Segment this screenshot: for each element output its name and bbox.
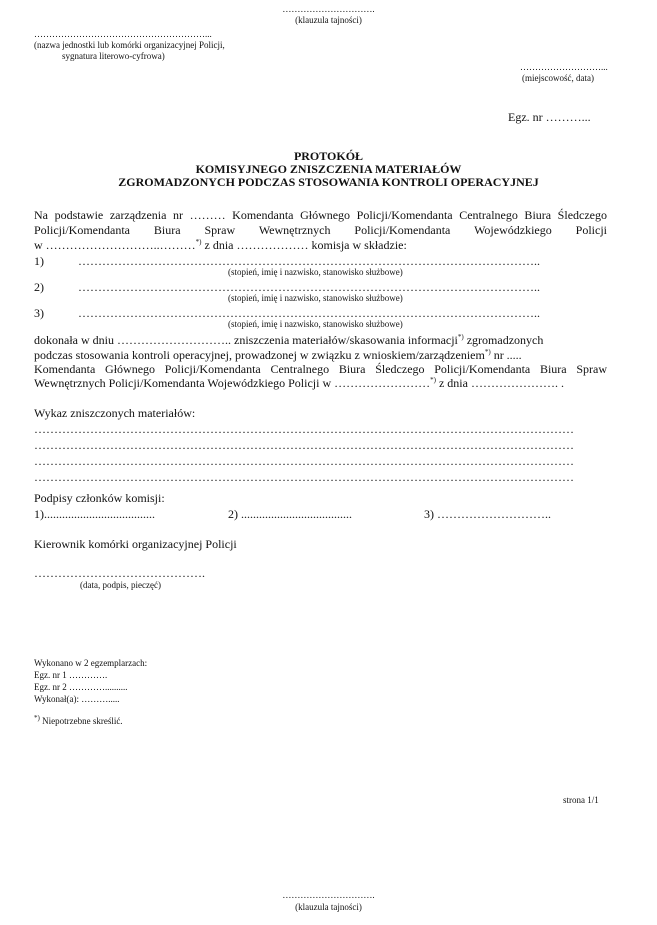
head-of-unit-dots: …………………………………….	[34, 566, 205, 580]
copy-2: Egz. nr 2 …………..........	[34, 682, 128, 692]
signature-3: 3) ………………………..	[424, 507, 551, 521]
member-3-caption: (stopień, imię i nazwisko, stanowisko służbowe)	[228, 319, 403, 329]
executed-by: Wykonał(a): ……….....	[34, 694, 120, 704]
page-number: strona 1/1	[563, 795, 599, 805]
member-1-caption: (stopień, imię i nazwisko, stanowisko służbowe)	[228, 267, 403, 277]
copies-made: Wykonano w 2 egzemplarzach:	[34, 658, 148, 668]
intro-line-2: Policji/Komendanta Biura Spraw Wewnętrznych Policji/Komendanta Wojewódzkiego Policji	[34, 223, 607, 237]
materials-row-3: ………………………………………………………………………………………………………………………	[34, 454, 574, 468]
document-subtitle-2: ZGROMADZONYCH PODCZAS STOSOWANIA KONTROLI OPERACYJNEJ	[118, 175, 539, 189]
document-subtitle-1: KOMISYJNEGO ZNISZCZENIA MATERIAŁÓW	[195, 162, 462, 176]
place-date-label: (miejscowość, data)	[522, 73, 594, 83]
place-date-dots: ………………………...	[520, 62, 608, 72]
signatures-heading: Podpisy członków komisji:	[34, 491, 165, 505]
action-line-3: Komendanta Głównego Policji/Komendanta Centralnego Biura Śledczego Policji/Komendanta Biura Spraw	[34, 362, 607, 376]
classification-dots-top: ………………………….	[282, 4, 375, 14]
materials-row-1: ………………………………………………………………………………………………………………………	[34, 422, 574, 436]
action-line-1: dokonała w dniu ……………………….. zniszczenia materiałów/skasowania informacji*) zgromadzonych	[34, 333, 544, 347]
head-of-unit-label: Kierownik komórki organizacyjnej Policji	[34, 537, 237, 551]
member-2-number: 2)	[34, 280, 44, 294]
unit-signature-label: sygnatura literowo-cyfrowa)	[62, 51, 165, 61]
head-of-unit-caption: (data, podpis, pieczęć)	[80, 580, 161, 590]
unit-name-label: (nazwa jednostki lub komórki organizacyjnej Policji,	[34, 40, 225, 50]
member-2-caption: (stopień, imię i nazwisko, stanowisko służbowe)	[228, 293, 403, 303]
classification-label-top: (klauzula tajności)	[295, 15, 362, 25]
materials-heading: Wykaz zniszczonych materiałów:	[34, 406, 196, 420]
intro-line-3: w ………………………..………*) z dnia ……………… komisja w składzie:	[34, 238, 407, 252]
unit-name-dots: …………………………………………………...	[34, 29, 212, 39]
action-line-2: podczas stosowania kontroli operacyjnej, prowadzonej w związku z wnioskiem/zarządzeniem*) nr .....	[34, 348, 522, 362]
member-1-number: 1)	[34, 254, 44, 268]
action-line-4: Wewnętrznych Policji/Komendanta Wojewódzkiego Policji w ……………………*) z dnia …………………. .	[34, 376, 564, 390]
materials-row-2: ………………………………………………………………………………………………………………………	[34, 438, 574, 452]
member-3-number: 3)	[34, 306, 44, 320]
document-title: PROTOKÓŁ	[293, 149, 364, 163]
classification-label-bottom: (klauzula tajności)	[295, 902, 362, 912]
classification-dots-bottom: ………………………….	[282, 890, 375, 900]
member-1-field: ……………………………………………………………………………………………………..	[78, 254, 540, 268]
intro-line-1: Na podstawie zarządzenia nr ……… Komendanta Głównego Policji/Komendanta Centralnego Biura Śledczego	[34, 208, 607, 222]
signature-1: 1).....................................	[34, 507, 155, 521]
copy-1: Egz. nr 1 ………….	[34, 670, 108, 680]
materials-row-4: ………………………………………………………………………………………………………………………	[34, 470, 574, 484]
member-2-field: ……………………………………………………………………………………………………..	[78, 280, 540, 294]
signature-2: 2) .....................................	[228, 507, 352, 521]
footnote: *) Niepotrzebne skreślić.	[34, 714, 123, 726]
member-3-field: ……………………………………………………………………………………………………..	[78, 306, 540, 320]
copy-number: Egz. nr ………...	[508, 110, 591, 124]
